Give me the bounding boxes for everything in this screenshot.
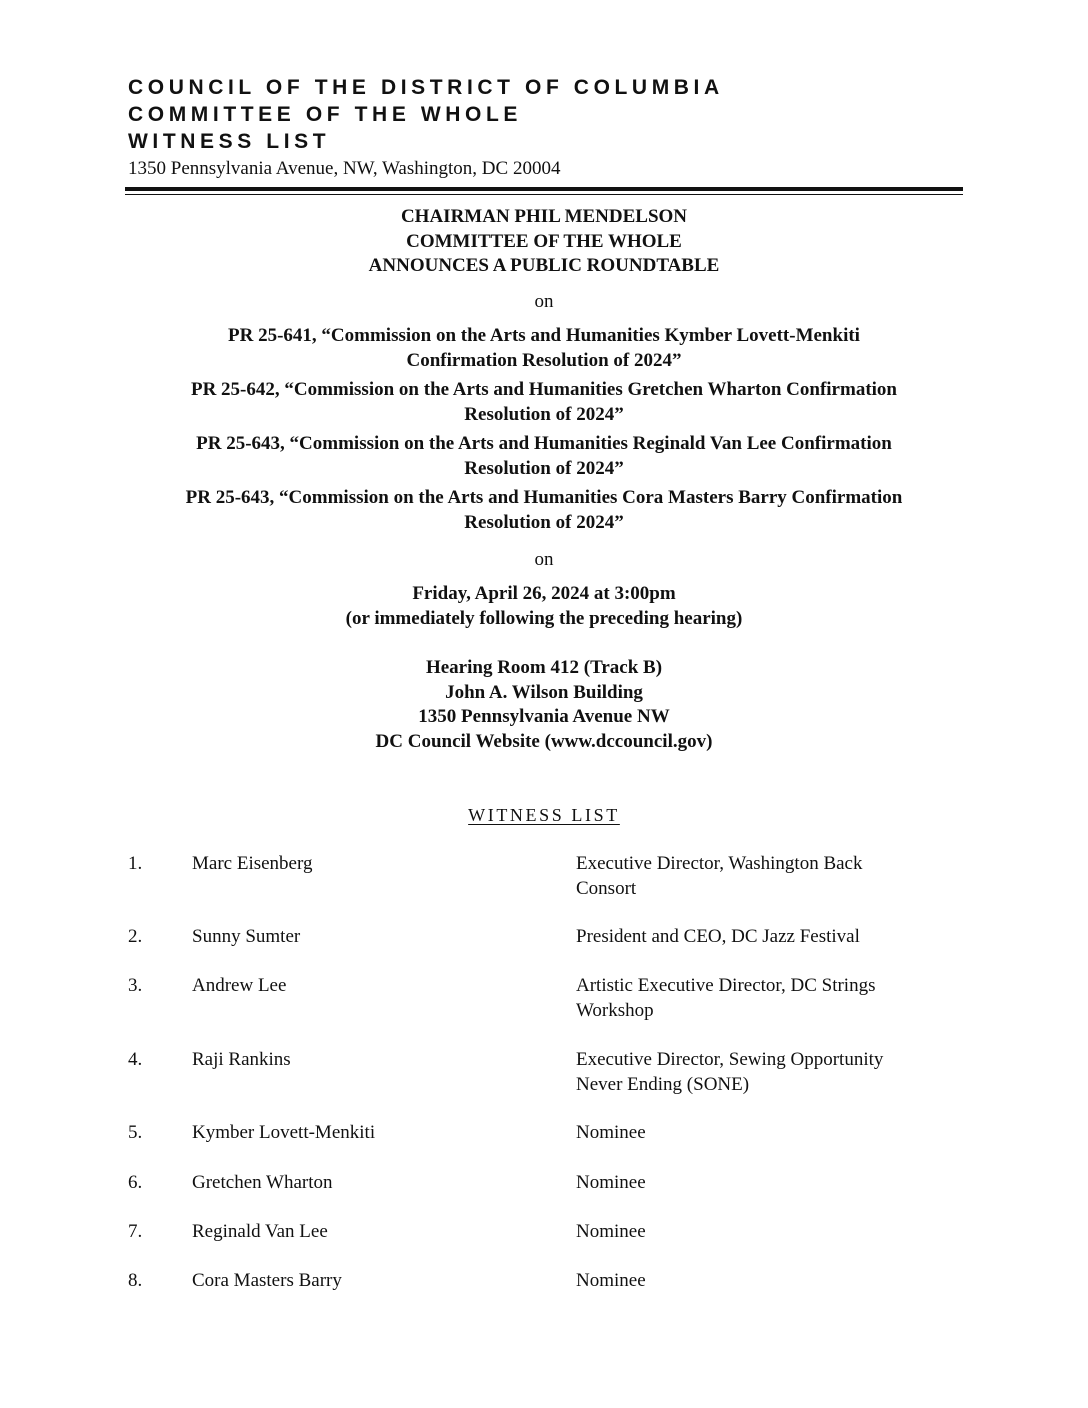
announces-line: ANNOUNCES A PUBLIC ROUNDTABLE — [368, 255, 720, 276]
witness-name: Raji Rankins — [192, 1049, 291, 1070]
witness-title-line: Executive Director, Sewing Opportunity — [576, 1049, 884, 1070]
witness-list-heading-text: WITNESS LIST — [468, 805, 620, 825]
schedule — [120, 582, 968, 631]
resolution-item — [120, 378, 968, 427]
committee-name: COMMITTEE OF THE WHOLE — [128, 103, 523, 126]
witness-number: 5. — [128, 1122, 143, 1143]
hearing-room: Hearing Room 412 (Track B) — [425, 657, 663, 678]
witness-number: 8. — [128, 1270, 143, 1291]
resolution-item — [120, 324, 968, 373]
resolution-line: Resolution of 2024” — [464, 511, 624, 533]
resolution-item — [120, 432, 968, 481]
witness-title-line: Executive Director, Washington Back — [576, 853, 863, 874]
resolution-line: Resolution of 2024” — [464, 457, 624, 479]
resolution-line: Resolution of 2024” — [464, 403, 624, 425]
header-rule-thick — [125, 187, 963, 191]
council-website: DC Council Website (www.dccouncil.gov) — [375, 730, 713, 752]
header-rule-thin — [125, 194, 963, 195]
witness-name: Marc Eisenberg — [192, 853, 313, 874]
witness-title-line: President and CEO, DC Jazz Festival — [576, 926, 860, 947]
witness-number: 4. — [128, 1049, 143, 1070]
witness-name: Gretchen Wharton — [192, 1172, 333, 1193]
hearing-datetime: Friday, April 26, 2024 at 3:00pm — [412, 583, 676, 604]
resolution-line: PR 25-643, “Commission on the Arts and Humanities Reginald Van Lee Confirmation — [196, 433, 892, 454]
witness-title — [576, 925, 946, 950]
witness-title-line: Nominee — [576, 1122, 646, 1143]
witness-title-line: Workshop — [576, 999, 654, 1021]
chairman-line: CHAIRMAN PHIL MENDELSON — [400, 206, 688, 227]
witness-title-line: Consort — [576, 877, 637, 899]
on-connector-2: on — [534, 549, 554, 570]
witness-title — [576, 1220, 946, 1245]
witness-title — [576, 1048, 946, 1097]
witness-name: Sunny Sumter — [192, 926, 301, 947]
witness-name: Cora Masters Barry — [192, 1270, 342, 1291]
letterhead — [128, 74, 968, 181]
witness-number: 7. — [128, 1221, 143, 1242]
witness-number: 2. — [128, 926, 143, 947]
witness-name: Kymber Lovett-Menkiti — [192, 1122, 376, 1143]
resolution-line: Confirmation Resolution of 2024” — [406, 349, 682, 371]
witness-title-line: Never Ending (SONE) — [576, 1073, 750, 1095]
document-type: WITNESS LIST — [128, 130, 331, 153]
witness-number: 3. — [128, 975, 143, 996]
witness-title — [576, 1121, 946, 1146]
witness-list-heading — [120, 804, 968, 826]
witness-name: Andrew Lee — [192, 975, 287, 996]
location — [120, 656, 968, 754]
witness-title — [576, 1269, 946, 1294]
witness-title-line: Artistic Executive Director, DC Strings — [576, 975, 876, 996]
committee-line: COMMITTEE OF THE WHOLE — [406, 230, 682, 252]
resolutions-list — [120, 324, 968, 540]
resolution-item — [120, 486, 968, 535]
building-name: John A. Wilson Building — [445, 681, 643, 703]
witness-title — [576, 974, 946, 1023]
on-connector-1: on — [534, 291, 554, 312]
resolution-line: PR 25-642, “Commission on the Arts and Humanities Gretchen Wharton Confirmation — [190, 379, 897, 400]
witness-title — [576, 852, 946, 901]
announcement — [120, 205, 968, 279]
witness-title — [576, 1171, 946, 1196]
witness-name: Reginald Van Lee — [192, 1221, 328, 1242]
resolution-line: PR 25-643, “Commission on the Arts and Humanities Cora Masters Barry Confirmation — [185, 487, 903, 508]
hearing-note: (or immediately following the preceding hearing) — [345, 607, 743, 629]
council-name: COUNCIL OF THE DISTRICT OF COLUMBIA — [128, 76, 724, 99]
resolution-line: PR 25-641, “Commission on the Arts and Humanities Kymber Lovett-Menkiti — [228, 325, 860, 346]
witness-title-line: Nominee — [576, 1172, 646, 1193]
building-address: 1350 Pennsylvania Avenue NW — [418, 706, 670, 727]
witness-title-line: Nominee — [576, 1221, 646, 1242]
witness-number: 1. — [128, 853, 143, 874]
witness-number: 6. — [128, 1172, 143, 1193]
council-address: 1350 Pennsylvania Avenue, NW, Washington, DC 20004 — [128, 158, 561, 179]
witness-title-line: Nominee — [576, 1270, 646, 1291]
